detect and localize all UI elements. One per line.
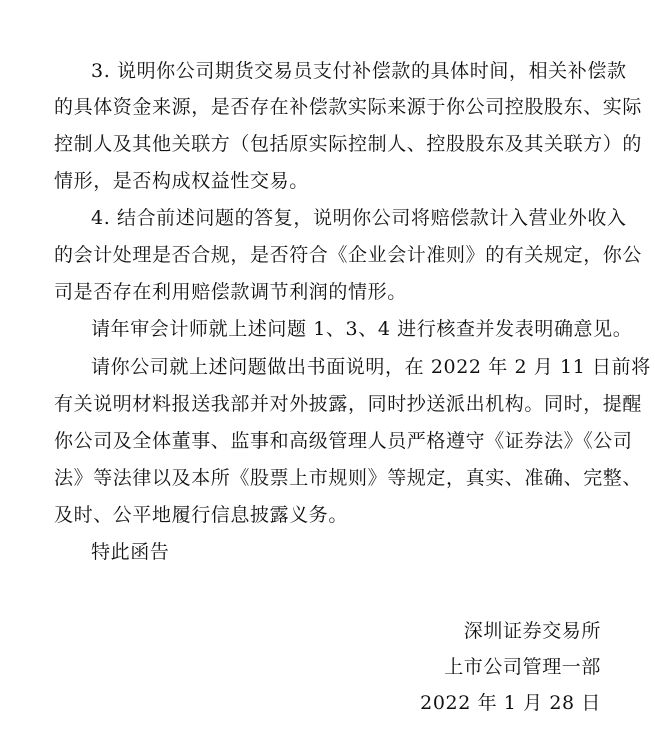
- paragraph-3-line-2: 的具体资金来源，是否存在补偿款实际来源于你公司控股股东、实际: [54, 96, 643, 118]
- request-line-2: 有关说明材料报送我部并对外披露，同时抄送派出机构。同时，提醒: [54, 393, 643, 415]
- paragraph-4-line-3: 司是否存在利用赔偿款调节利润的情形。: [54, 281, 407, 303]
- paragraph-3-line-3: 控制人及其他关联方（包括原实际控制人、控股股东及其关联方）的: [54, 133, 643, 155]
- signature-org: 深圳证券交易所: [463, 620, 601, 642]
- signature-date: 2022 年 1 月 28 日: [420, 692, 601, 714]
- paragraph-3-line-4: 情形，是否构成权益性交易。: [54, 170, 309, 192]
- auditor-request: 请年审会计师就上述问题 1、3、4 进行核查并发表明确意见。: [91, 318, 633, 340]
- signature-dept: 上市公司管理一部: [444, 656, 601, 678]
- request-line-3: 你公司及全体董事、监事和高级管理人员严格遵守《证券法》《公司: [54, 430, 633, 452]
- request-line-4: 法》等法律以及本所《股票上市规则》等规定，真实、准确、完整、: [54, 467, 643, 489]
- paragraph-3-line-1: 3. 说明你公司期货交易员支付补偿款的具体时间，相关补偿款: [91, 60, 627, 82]
- paragraph-4-line-1: 4. 结合前述问题的答复，说明你公司将赔偿款计入营业外收入: [91, 207, 627, 229]
- paragraph-4-line-2: 的会计处理是否合规，是否符合《企业会计准则》的有关规定，你公: [54, 244, 643, 266]
- request-line-5: 及时、公平地履行信息披露义务。: [54, 504, 349, 526]
- request-line-1: 请你公司就上述问题做出书面说明，在 2022 年 2 月 11 日前将: [91, 356, 651, 378]
- closing-line: 特此函告: [91, 541, 170, 563]
